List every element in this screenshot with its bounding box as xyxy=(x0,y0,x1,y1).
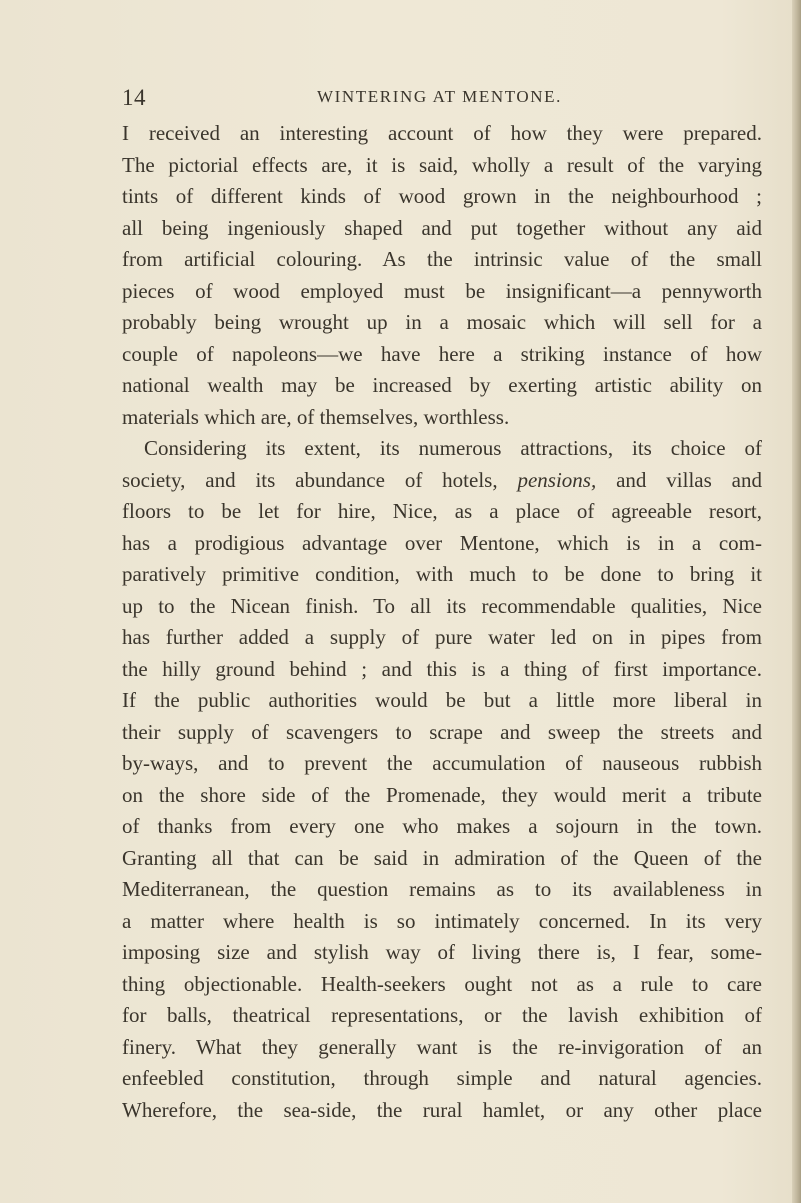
text-line: national wealth may be increased by exerting artistic ability on xyxy=(122,373,762,397)
text-segment: and villas and xyxy=(616,467,762,492)
text-line: on the shore side of the Promenade, they would merit a tribute xyxy=(122,782,762,807)
body-text xyxy=(122,118,762,1126)
text-line: has a prodigious advantage over Mentone, which is in a com- xyxy=(122,530,762,555)
text-line: from artificial colouring. As the intrinsic value of the small xyxy=(122,247,762,271)
text-line: up to the Nicean finish. To all its recommendable qualities, Nice xyxy=(122,593,762,618)
text-line: thing objectionable. Health-seekers ought not as a rule to care xyxy=(122,971,762,996)
page-header xyxy=(122,85,762,111)
text-line: imposing size and stylish way of living there is, I fear, some- xyxy=(122,940,762,964)
text-line: I received an interesting account of how they were prepared. xyxy=(122,121,762,145)
text-line: all being ingeniously shaped and put together without any aid xyxy=(122,215,762,240)
text-line: their supply of scavengers to scrape and sweep the streets and xyxy=(122,719,762,744)
text-line: floors to be let for hire, Nice, as a place of agreeable resort, xyxy=(122,499,762,523)
text-line: The pictorial effects are, it is said, wholly a result of the varying xyxy=(122,152,762,177)
text-line: for balls, theatrical representations, or the lavish exhibition of xyxy=(122,1003,762,1027)
text-line: the hilly ground behind ; and this is a thing of first importance. xyxy=(122,656,762,681)
text-line: Wherefore, the sea-side, the rural hamlet, or any other place xyxy=(122,1097,762,1122)
page-number: 14 xyxy=(122,85,146,110)
text-line: Mediterranean, the question remains as to its availableness in xyxy=(122,877,762,901)
text-line: a matter where health is so intimately concerned. In its very xyxy=(122,908,762,933)
text-line: couple of napoleons—we have here a striking instance of how xyxy=(122,341,762,366)
running-head: WINTERING AT MENTONE. xyxy=(317,87,562,106)
text-line: Granting all that can be said in admiration of the Queen of the xyxy=(122,845,762,870)
text-line: finery. What they generally want is the re-invigoration of an xyxy=(122,1034,762,1059)
text-line: Considering its extent, its numerous attractions, its choice of xyxy=(144,436,762,460)
text-line: has further added a supply of pure water led on in pipes from xyxy=(122,625,762,649)
italic-word: pensions, xyxy=(517,467,597,492)
text-line: probably being wrought up in a mosaic which will sell for a xyxy=(122,310,762,334)
text-line: enfeebled constitution, through simple and natural agencies. xyxy=(122,1066,762,1090)
text-line: pieces of wood employed must be insignificant—a pennyworth xyxy=(122,278,762,303)
text-line: tints of different kinds of wood grown in the neighbourhood ; xyxy=(122,184,762,208)
text-line: If the public authorities would be but a little more liberal in xyxy=(122,688,762,712)
page-edge xyxy=(792,0,801,1203)
text-line: materials which are, of themselves, worthless. xyxy=(122,404,510,429)
text-line: of thanks from every one who makes a sojourn in the town. xyxy=(122,814,762,838)
text-segment: society, and its abundance of hotels, xyxy=(122,467,498,492)
text-line-with-italic xyxy=(122,465,762,497)
text-line: paratively primitive condition, with much to be done to bring it xyxy=(122,562,762,586)
text-line: by-ways, and to prevent the accumulation of nauseous rubbish xyxy=(122,751,762,775)
